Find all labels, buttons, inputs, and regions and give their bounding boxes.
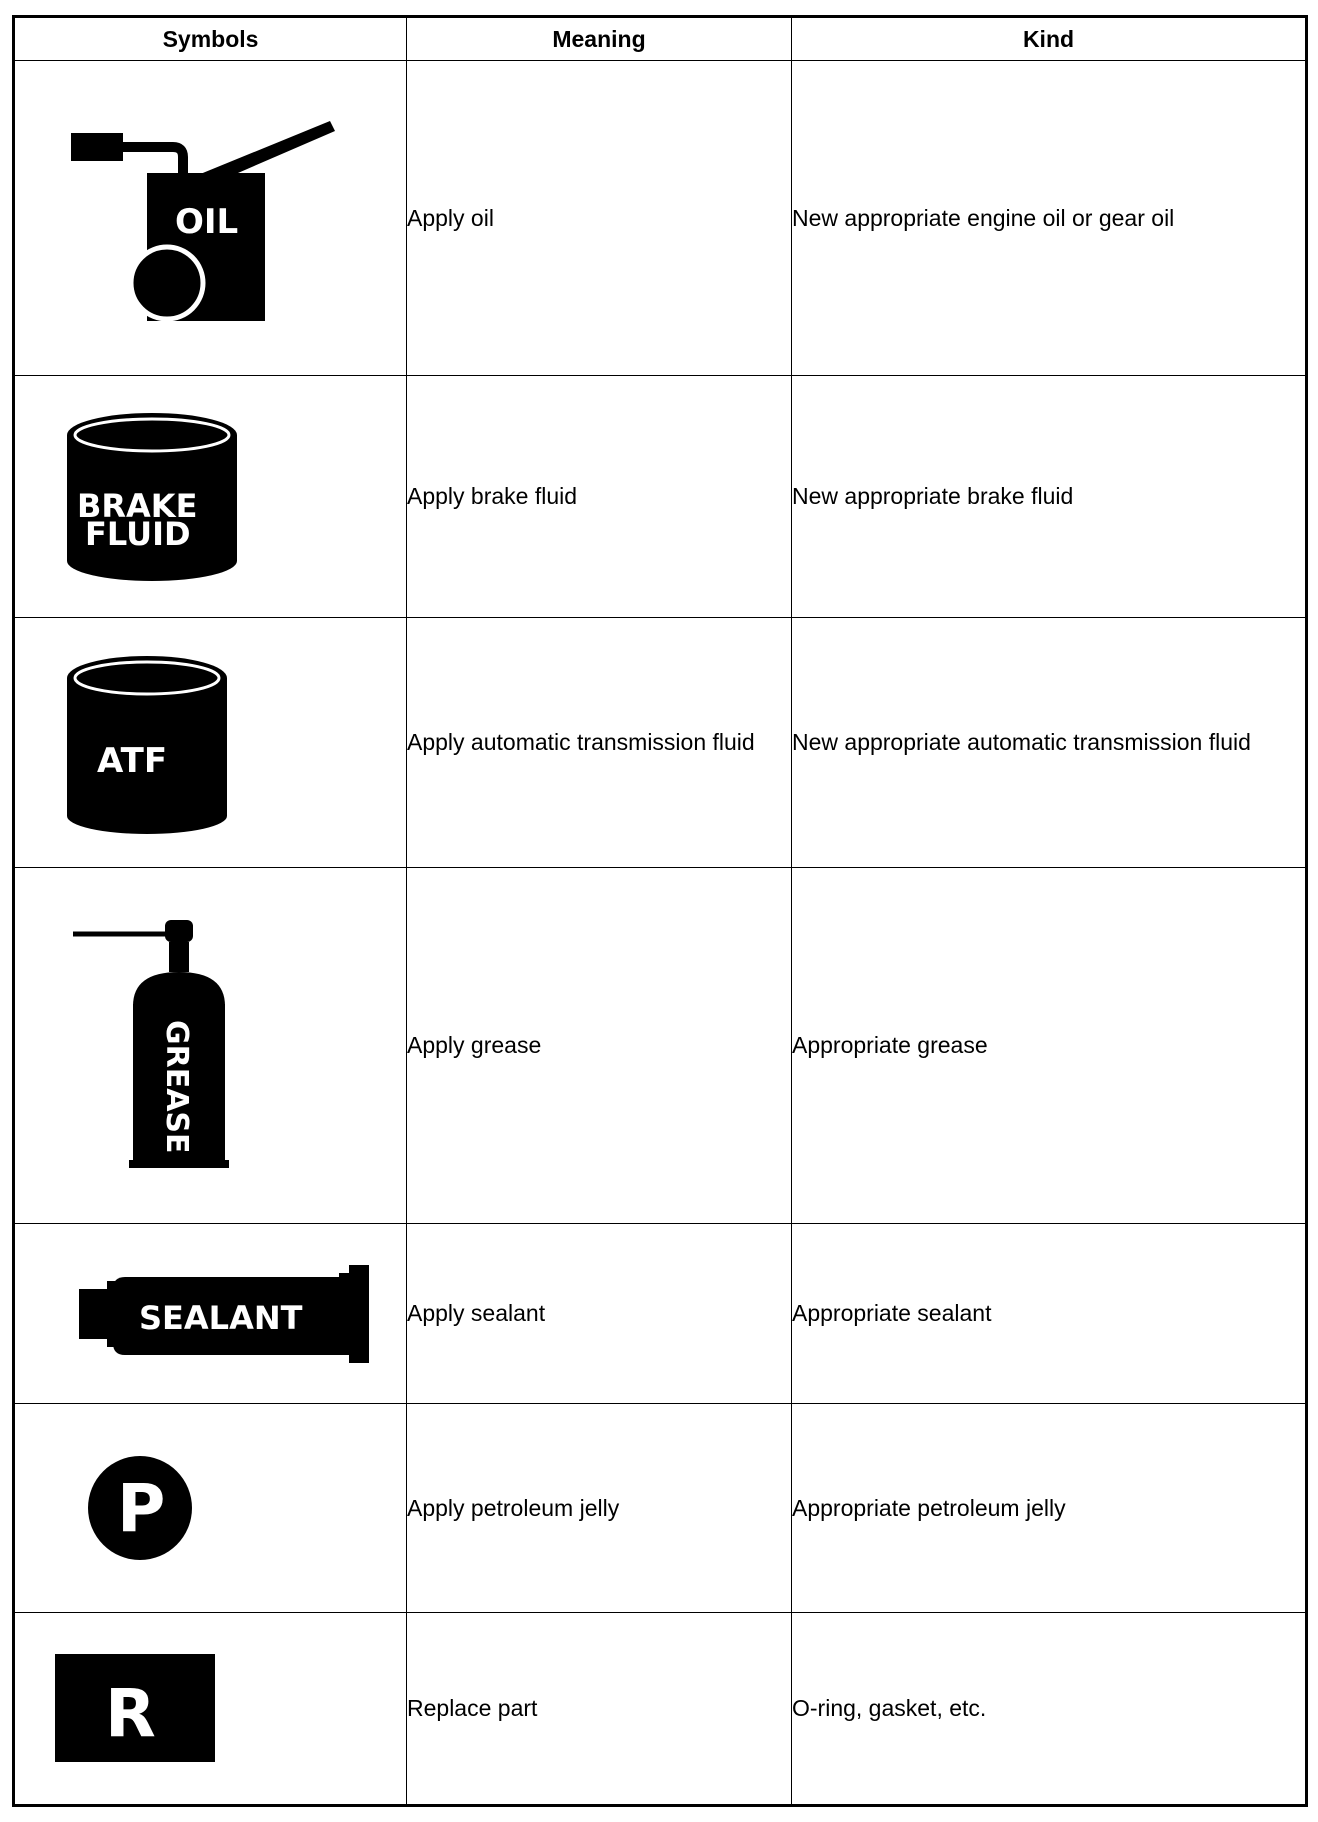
replace-part-icon xyxy=(53,1644,253,1774)
kind-cell: New appropriate brake fluid xyxy=(792,376,1307,618)
table-row xyxy=(14,61,1307,376)
symbol-cell xyxy=(14,61,407,376)
kind-cell: Appropriate sealant xyxy=(792,1224,1307,1404)
kind-cell: Appropriate petroleum jelly xyxy=(792,1404,1307,1613)
symbol-cell xyxy=(14,376,407,618)
meaning-cell: Replace part xyxy=(407,1613,792,1806)
petroleum-jelly-icon xyxy=(75,1438,215,1578)
brake-fluid-can-icon xyxy=(55,407,255,587)
r-icon-label: R xyxy=(105,1674,156,1752)
meaning-cell: Apply brake fluid xyxy=(407,376,792,618)
table-row xyxy=(14,868,1307,1224)
header-symbols: Symbols xyxy=(14,17,407,61)
table-row xyxy=(14,618,1307,868)
brake-icon-label: BRAKE xyxy=(77,486,198,525)
symbol-cell xyxy=(14,1613,407,1806)
kind-cell: New appropriate automatic transmission fluid xyxy=(792,618,1307,868)
meaning-cell: Apply automatic transmission fluid xyxy=(407,618,792,868)
fluid-icon-label: FLUID xyxy=(85,514,191,553)
table-row xyxy=(14,1224,1307,1404)
grease-spray-icon xyxy=(55,916,275,1176)
atf-can-icon xyxy=(55,648,255,838)
header-row xyxy=(14,17,1307,61)
symbol-cell xyxy=(14,868,407,1224)
meaning-cell: Apply grease xyxy=(407,868,792,1224)
kind-cell: Appropriate grease xyxy=(792,868,1307,1224)
kind-cell: O-ring, gasket, etc. xyxy=(792,1613,1307,1806)
header-kind: Kind xyxy=(792,17,1307,61)
oil-can-icon xyxy=(55,103,355,333)
symbol-cell xyxy=(14,1224,407,1404)
meaning-cell: Apply oil xyxy=(407,61,792,376)
oil-icon-label: OIL xyxy=(175,202,239,242)
symbols-table xyxy=(12,15,1308,1807)
symbol-cell xyxy=(14,618,407,868)
meaning-cell: Apply petroleum jelly xyxy=(407,1404,792,1613)
sealant-icon-label: SEALANT xyxy=(139,1298,303,1337)
kind-cell: New appropriate engine oil or gear oil xyxy=(792,61,1307,376)
table-row xyxy=(14,1404,1307,1613)
symbol-cell xyxy=(14,1404,407,1613)
meaning-cell: Apply sealant xyxy=(407,1224,792,1404)
sealant-tube-icon xyxy=(55,1259,375,1369)
table-row xyxy=(14,1613,1307,1806)
grease-icon-label: GREASE xyxy=(159,1019,194,1154)
p-icon-label: P xyxy=(117,1470,166,1547)
header-meaning: Meaning xyxy=(407,17,792,61)
atf-icon-label: ATF xyxy=(97,740,168,781)
table-row xyxy=(14,376,1307,618)
